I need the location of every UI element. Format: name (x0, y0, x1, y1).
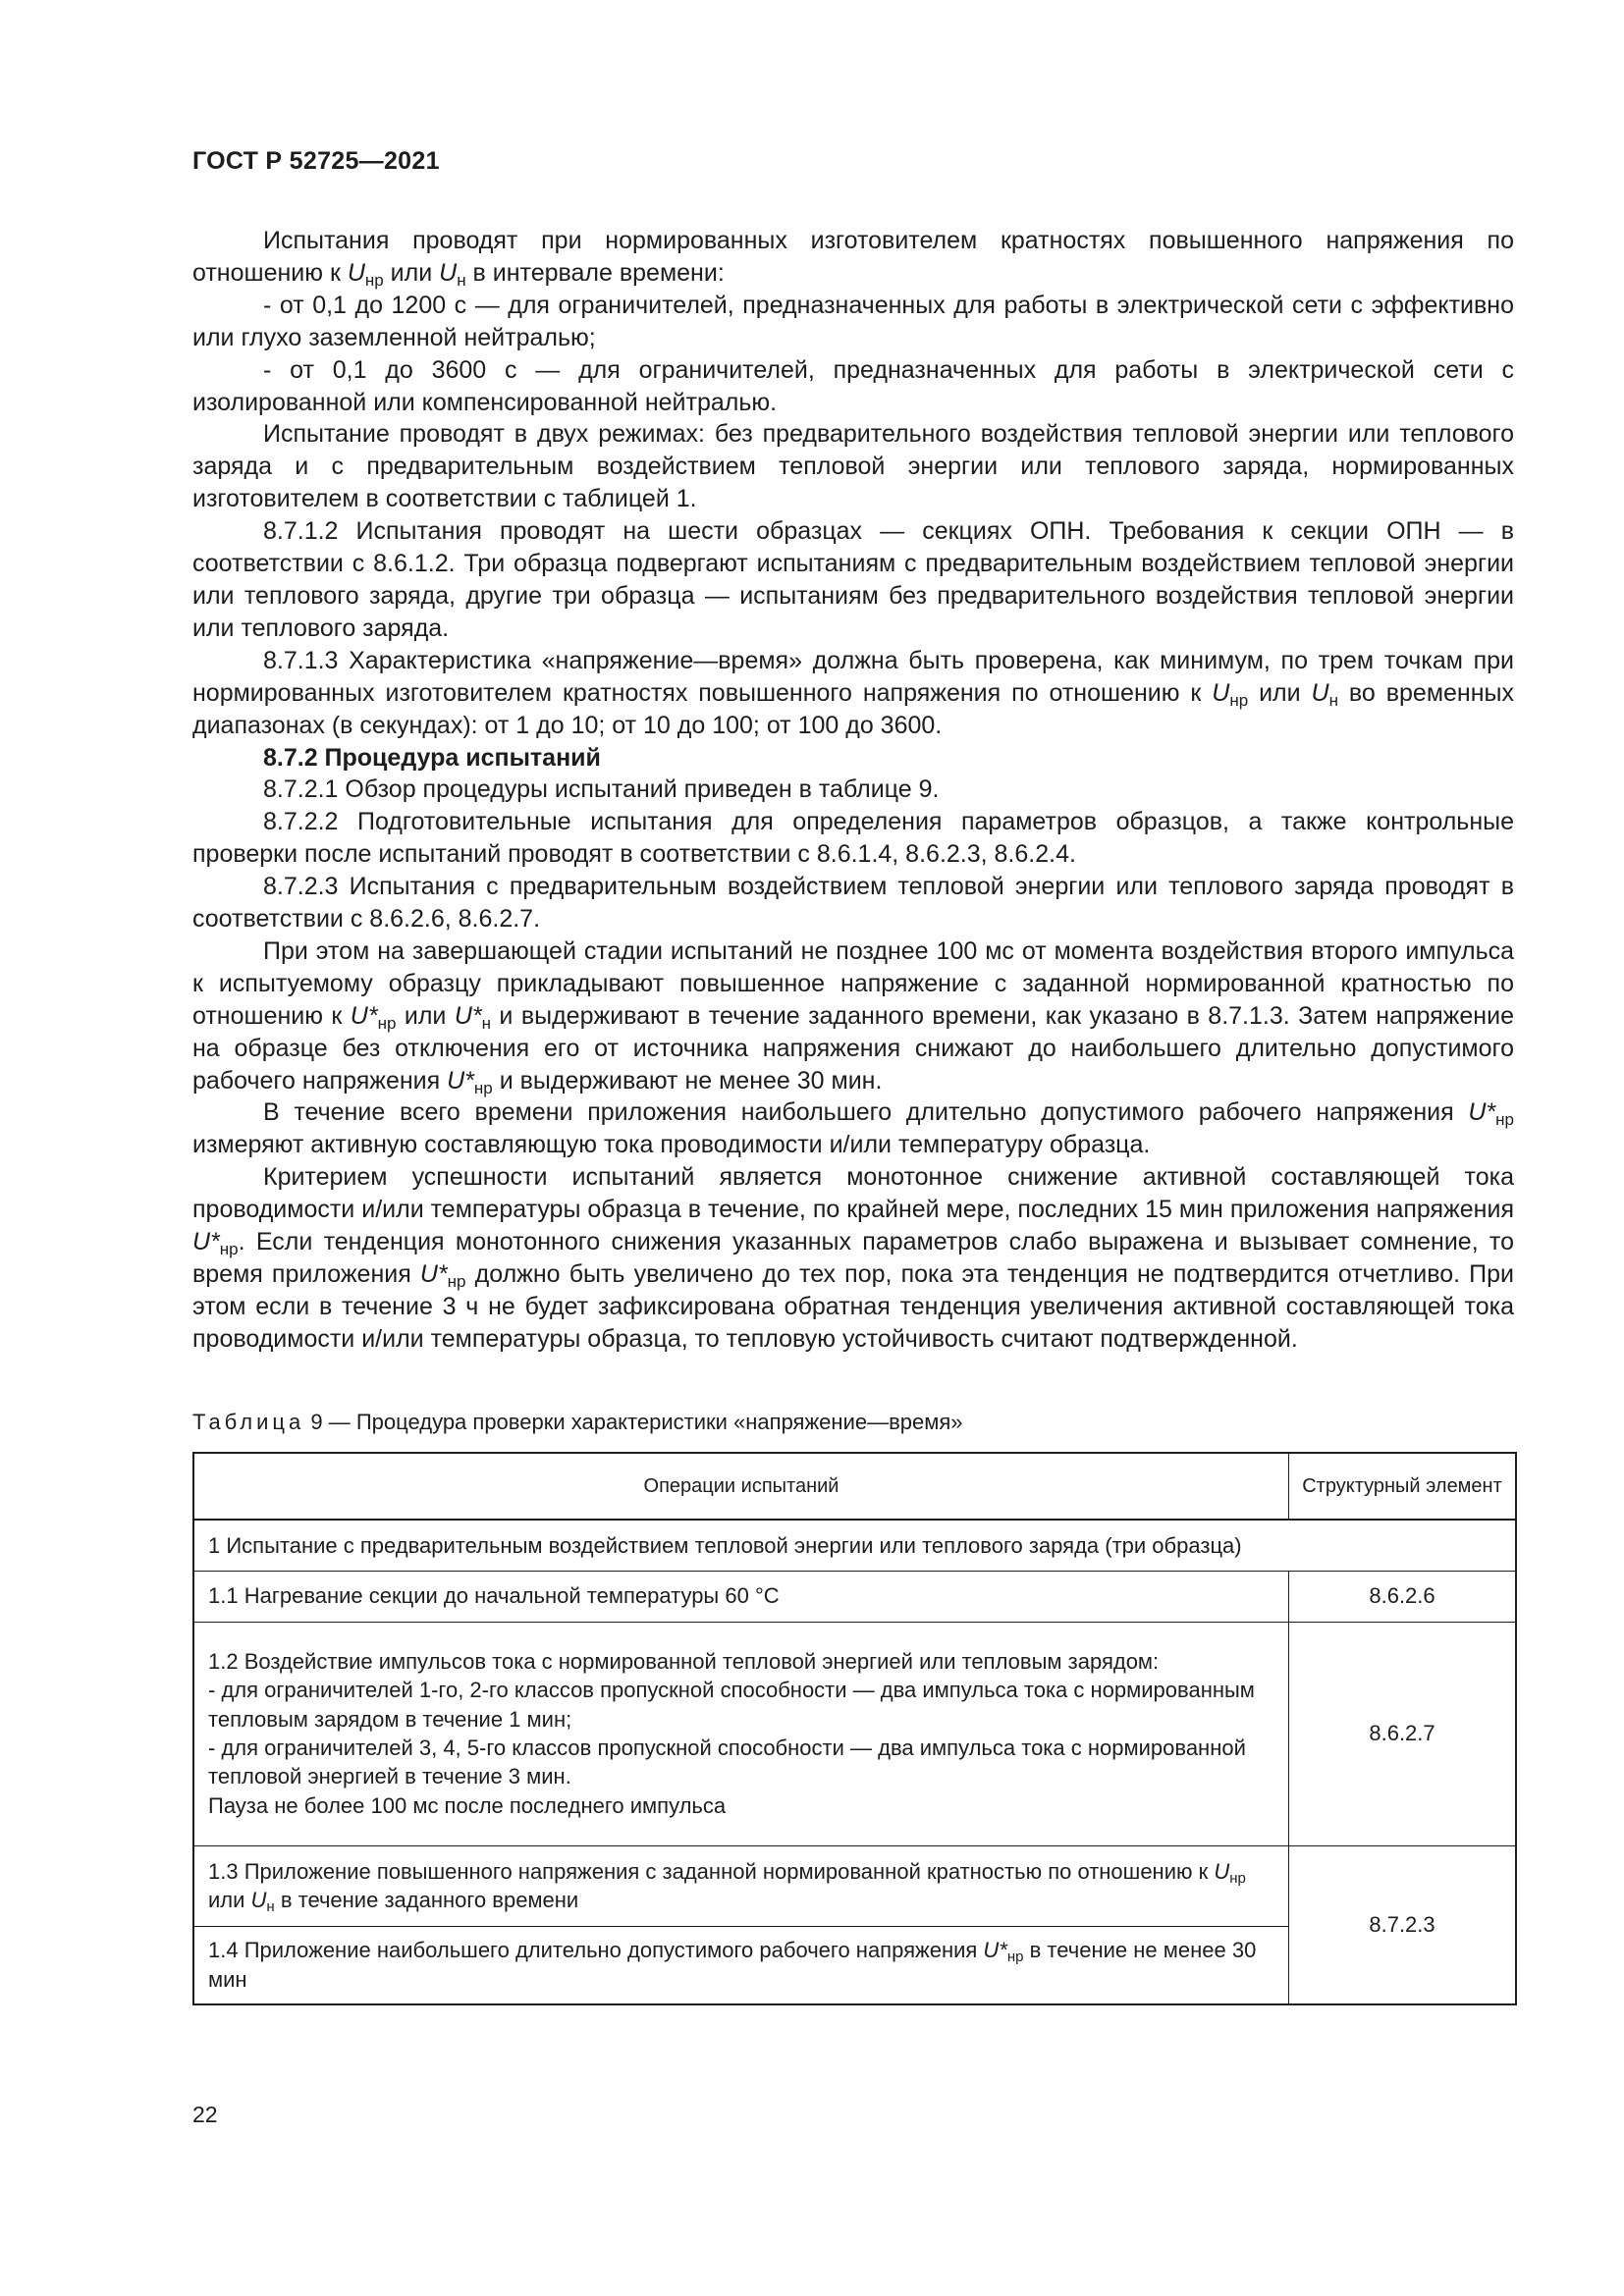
reference-cell: 8.7.2.3 (1289, 1845, 1517, 2004)
operation-cell: 1.2 Воздействие импульсов тока с нормированной тепловой энергией или тепловым зарядом: - для ограничителей 1-го, 2-го классов пропускной способности — два импульса тока с нормированным тепловым зарядом в течение 1 мин; - для ограничителей 3, 4, 5-го классов пропускной способности — два импульса тока с нормированной тепловой энергией в течение 3 мин. Пауза не более 100 мс после последнего импульса (193, 1622, 1289, 1845)
paragraph: - от 0,1 до 3600 с — для ограничителей, предназначенных для работы в электрической сети с изолированной или компенсированной нейтралью. (192, 355, 1514, 416)
paragraph: 8.7.2.3 Испытания с предварительным воздействием тепловой энергии или теплового заряда проводят в соответствии с 8.6.2.6, 8.6.2.7. (192, 873, 1514, 934)
section-heading: 8.7.2 Процедура испытаний (263, 743, 601, 772)
document-code: ГОСТ Р 52725—2021 (192, 147, 440, 175)
document-body (192, 225, 1514, 1356)
section-row: 1 Испытание с предварительным воздействием тепловой энергии или теплового заряда (три образца) (193, 1520, 1516, 1571)
paragraph: Критерием успешности испытаний является монотонное снижение активной составляющей тока проводимости и/или температуры образца в течение, по крайней мере, последних 15 мин приложения напряжения $U*_{нр}$. Если тенденция монотонного снижения указанных параметров слабо выражена и вызывает сомнение, то время приложения $U*_{нр}$ должно быть увеличено до тех пор, пока эта тенденция не подтвердится отчетливо. При этом если в течение 3 ч не будет зафиксирована обратная тенденция увеличения активной составляющей тока проводимости и/или температуры образца, то тепловую устойчивость считают подтвержденной. (192, 1163, 1514, 1353)
operation-cell: 1.1 Нагревание секции до начальной температуры 60 °С (193, 1571, 1289, 1622)
table-row (193, 1520, 1516, 1571)
column-header-structural-element: Структурный элемент (1289, 1453, 1517, 1520)
reference-cell: 8.6.2.6 (1289, 1571, 1517, 1622)
paragraph: В течение всего времени приложения наибольшего длительно допустимого рабочего напряжения $U*_{нр}$ измеряют активную составляющую тока проводимости и/или температуру образца. (192, 1098, 1514, 1159)
paragraph: 8.7.1.2 Испытания проводят на шести образцах — секциях ОПН. Требования к секции ОПН — в соответствии с 8.6.1.2. Три образца подвергают испытаниям с предварительным воздействием тепловой энергии или теплового заряда, другие три образца — испытаниям без предварительного воздействия тепловой энергии или теплового заряда. (192, 517, 1514, 642)
table-caption: Таблица 9 — Процедура проверки характеристики «напряжение—время» (192, 1410, 963, 1434)
table-row (193, 1571, 1516, 1622)
paragraph: 8.7.1.3 Характеристика «напряжение—время» должна быть проверена, как минимум, по трем точкам при нормированных изготовителем кратностях повышенного напряжения по отношению к $U_{нр}$ или $U_н$ во временных диапазонах (в секундах): от 1 до 10; от 10 до 100; от 100 до 3600. (192, 646, 1514, 739)
paragraph: 8.7.2.2 Подготовительные испытания для определения параметров образцов, а также контрольные проверки после испытаний проводят в соответствии с 8.6.1.4, 8.6.2.3, 8.6.2.4. (192, 808, 1514, 869)
reference-cell: 8.6.2.7 (1289, 1622, 1517, 1845)
paragraph: 8.7.2.1 Обзор процедуры испытаний приведен в таблице 9. (263, 775, 940, 804)
paragraph: - от 0,1 до 1200 с — для ограничителей, предназначенных для работы в электрической сети с эффективно или глухо заземленной нейтралью; (192, 291, 1514, 351)
paragraph: Испытания проводят при нормированных изготовителем кратностях повышенного напряжения по отношению к $U_{нр}$ или $U_н$ в интервале времени: (192, 227, 1514, 290)
table-row (193, 1845, 1516, 1926)
operation-cell: 1.3 Приложение повышенного напряжения с заданной нормированной кратностью по отношению к $U_{нр}$ или $U_н$ в течение заданного времени (193, 1845, 1289, 1926)
table-header-row (193, 1453, 1516, 1520)
paragraph: При этом на завершающей стадии испытаний не позднее 100 мс от момента воздействия второго импульса к испытуемому образцу прикладывают повышенное напряжение с заданной нормированной кратностью по отношению к $U*_{нр}$ или $U*_н$ и выдерживают в течение заданного времени, как указано в 8.7.1.3. Затем напряжение на образце без отключения его от источника напряжения снижают до наибольшего длительно допустимого рабочего напряжения $U*_{нр}$ и выдерживают не менее 30 мин. (192, 936, 1514, 1097)
operation-cell: 1.4 Приложение наибольшего длительно допустимого рабочего напряжения $U*_{нр}$ в течение не менее 30 мин (193, 1926, 1289, 2004)
paragraph: Испытание проводят в двух режимах: без предварительного воздействия тепловой энергии или теплового заряда и с предварительным воздействием тепловой энергии или теплового заряда, нормированных изготовителем в соответствии с таблицей 1. (192, 420, 1514, 513)
procedure-table (192, 1452, 1517, 2005)
column-header-operations: Операции испытаний (193, 1453, 1289, 1520)
table-row (193, 1622, 1516, 1845)
page-number: 22 (192, 2102, 218, 2127)
